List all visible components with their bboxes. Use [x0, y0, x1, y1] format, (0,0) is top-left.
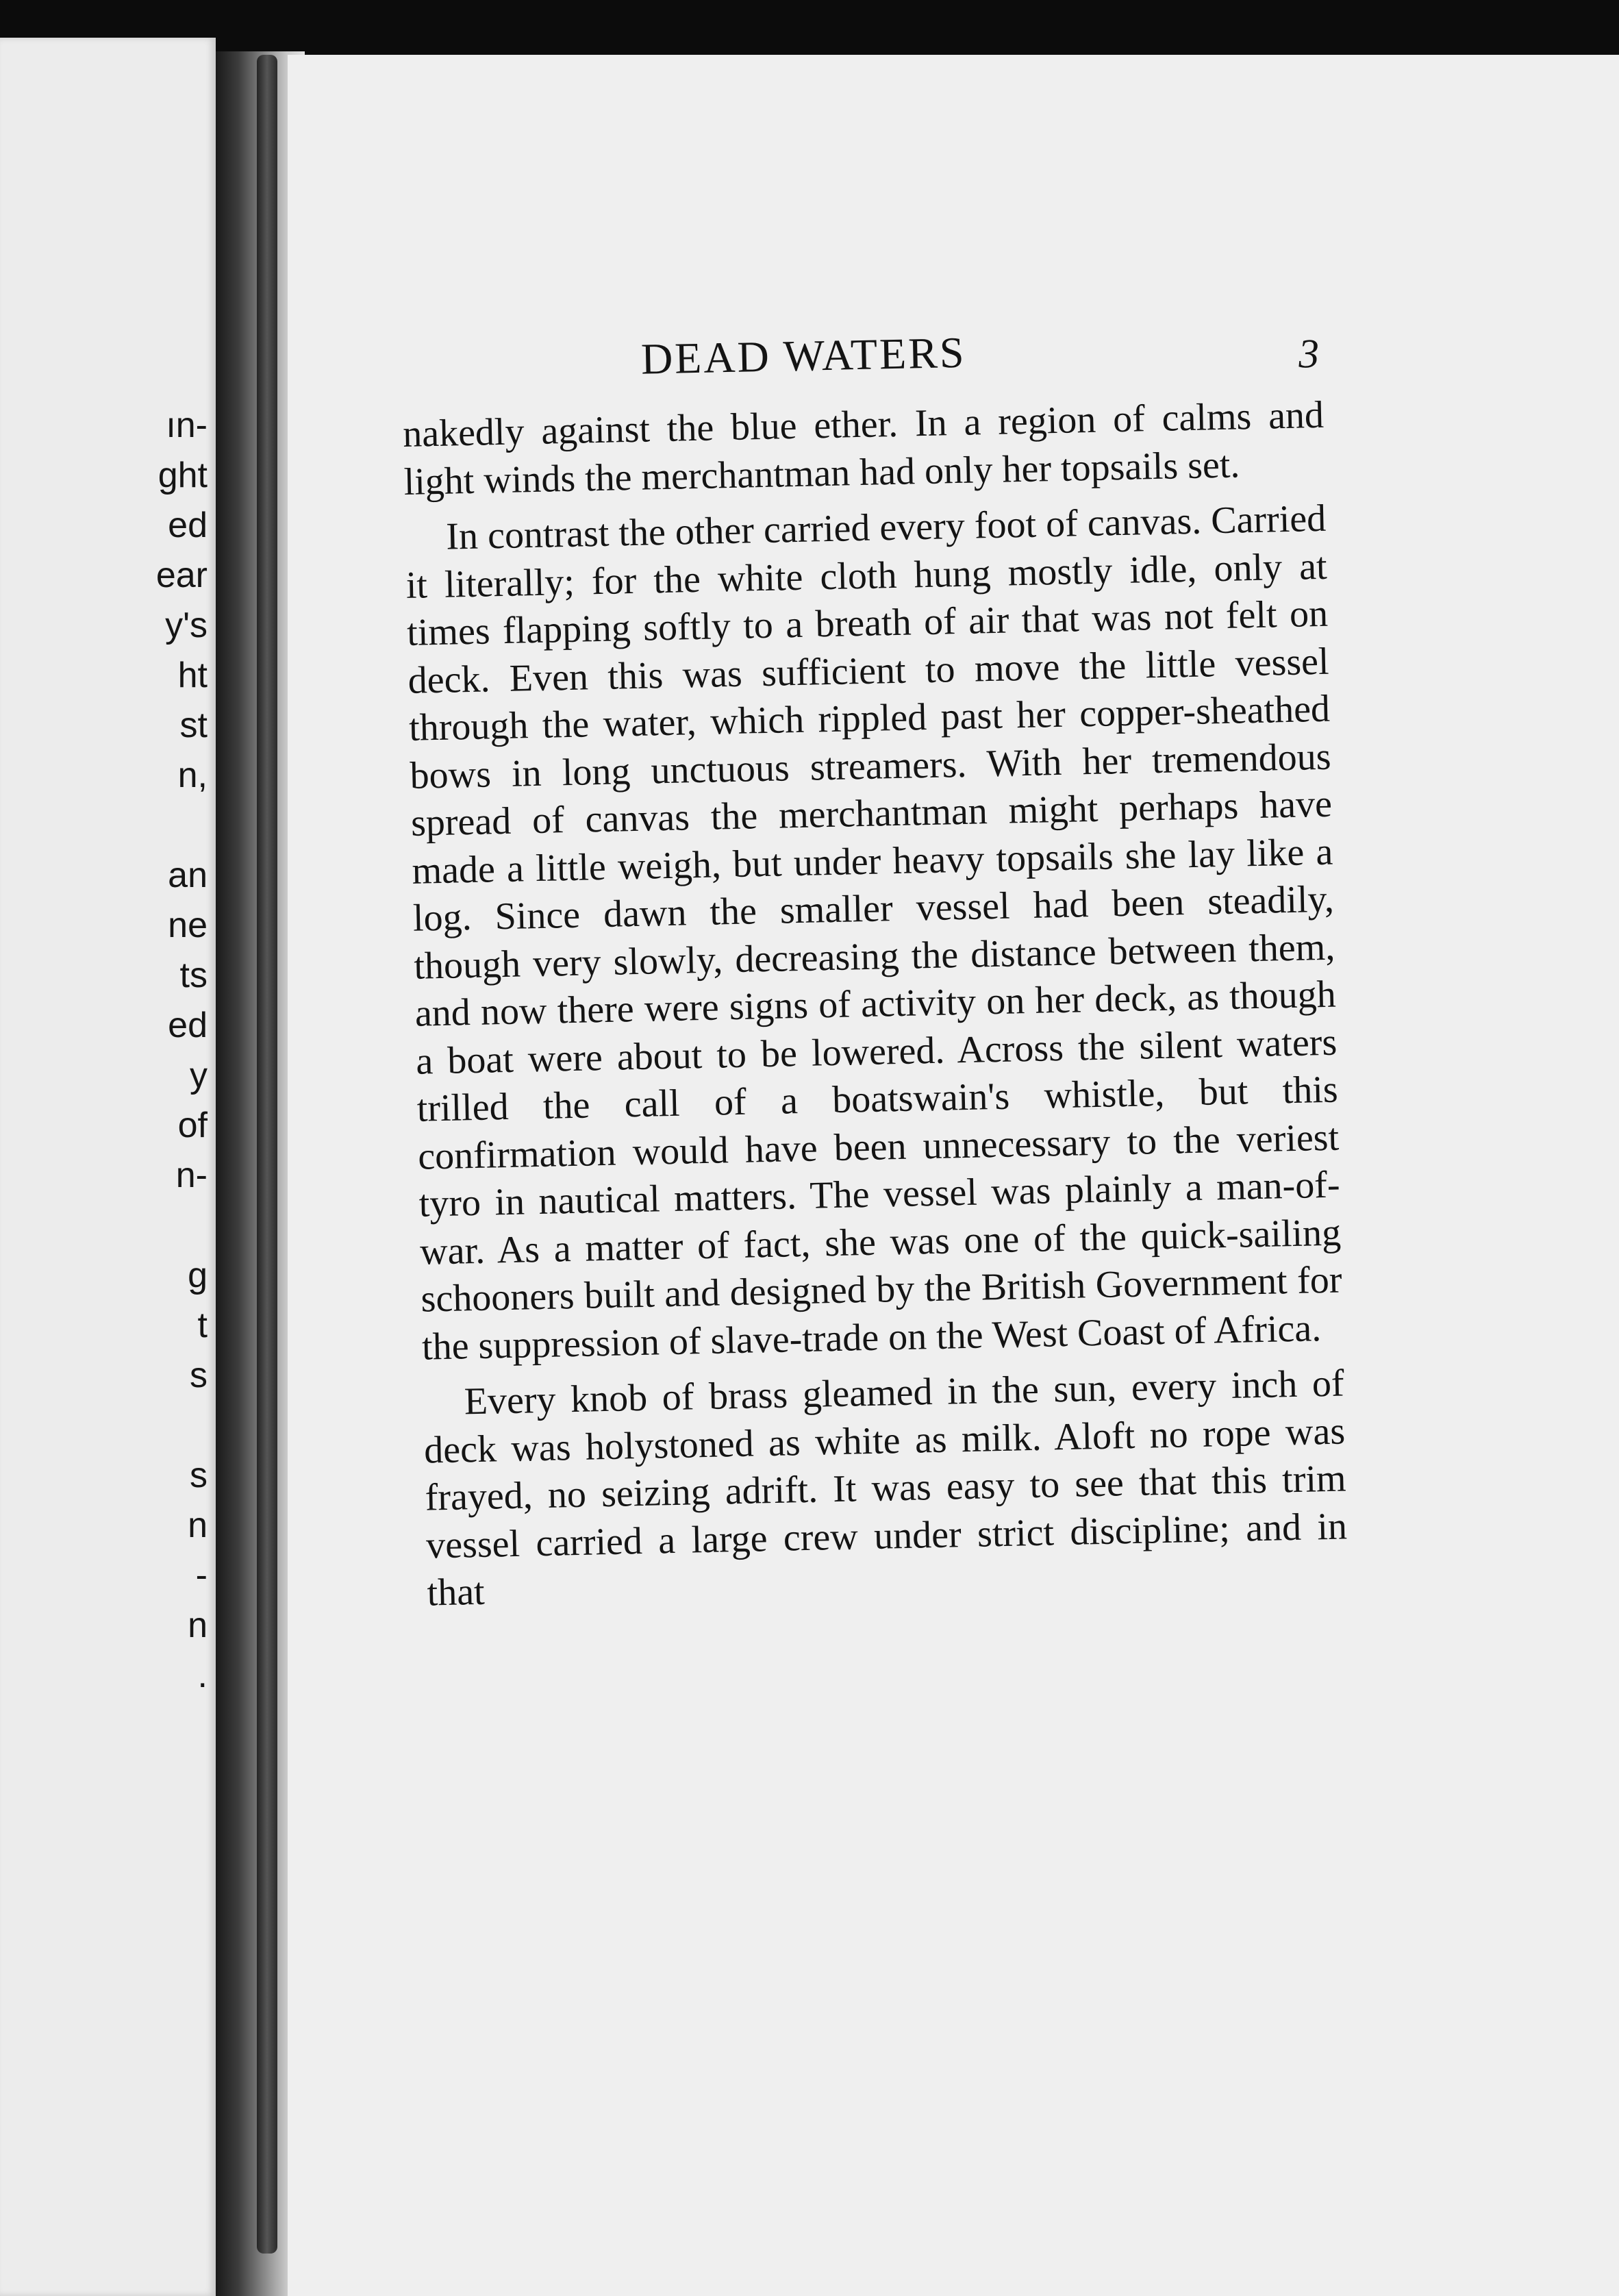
left-page-fragment: n- — [175, 1156, 208, 1195]
left-page-fragment: st — [179, 706, 208, 745]
left-page-fragment: n — [188, 1506, 208, 1545]
binding-edge — [257, 55, 277, 2254]
left-page-fragment: ed — [168, 1006, 208, 1045]
left-page-fragment: . — [197, 1656, 208, 1695]
left-page-fragment: ts — [179, 956, 208, 995]
left-page-fragment: of — [177, 1106, 208, 1145]
left-page-fragment: n — [188, 1606, 208, 1645]
left-page-fragment: t — [197, 1306, 208, 1345]
left-page-fragment: ht — [177, 656, 208, 695]
left-page — [0, 38, 216, 2296]
paragraph: In contrast the other carried every foot of canvas. Carried it literally; for the white cloth hung mostly idle, only at times flapping softly to a breath of air that was not felt on deck. Even this was sufficient to move the little vessel through the water, which rippled past her copper-sheathed bows in long unctuous streamers. With her tremendous spread of canvas the merchantman might perhaps have made a little weigh, but under heavy topsails she lay like a log. Since dawn the smaller vessel had been steadily, though very slowly, decreasing the distance between them, and now there were signs of activity on her deck, as though a boat were about to be lowered. Across the silent waters trilled the call of a boatswain's whistle, but this confirmation would have been unnecessary to the veriest tyro in nautical matters. The vessel was plainly a man-of-war. As a matter of fact, she was one of the quick-sailing schooners built and designed by the British Government for the suppression of slave-trade on the West Coast of Africa. — [405, 497, 1343, 1369]
left-page-fragment: y's — [165, 606, 208, 645]
left-page-fragment: s — [190, 1356, 208, 1395]
page-content — [401, 310, 1348, 1625]
left-page-fragment: - — [195, 1556, 208, 1595]
running-title: DEAD WATERS — [640, 327, 967, 384]
left-page-fragment: ear — [155, 556, 208, 595]
left-page-fragment: an — [168, 856, 208, 895]
left-page-fragment: g — [188, 1256, 208, 1295]
left-page-fragment: ght — [158, 456, 208, 495]
left-page-fragment: n, — [177, 756, 208, 795]
left-page-fragment: y — [190, 1056, 208, 1095]
left-page-fragment: s — [190, 1456, 208, 1495]
paragraph: Every knob of brass gleamed in the sun, every inch of deck was holystoned as white as milk. Aloft no rope was frayed, no seizing adrift. It was easy to see that this trim vessel carried a large crew under strict discipline; and in that — [423, 1362, 1348, 1614]
paragraph: nakedly against the blue ether. In a region of calms and light winds the merchantman had only her topsails set. — [402, 393, 1325, 503]
left-page-fragment: ın- — [166, 405, 208, 445]
left-page-fragment: ed — [168, 506, 208, 545]
right-page — [288, 55, 1619, 2296]
page-number: 3 — [1298, 330, 1320, 377]
left-page-fragment: ne — [168, 906, 208, 945]
